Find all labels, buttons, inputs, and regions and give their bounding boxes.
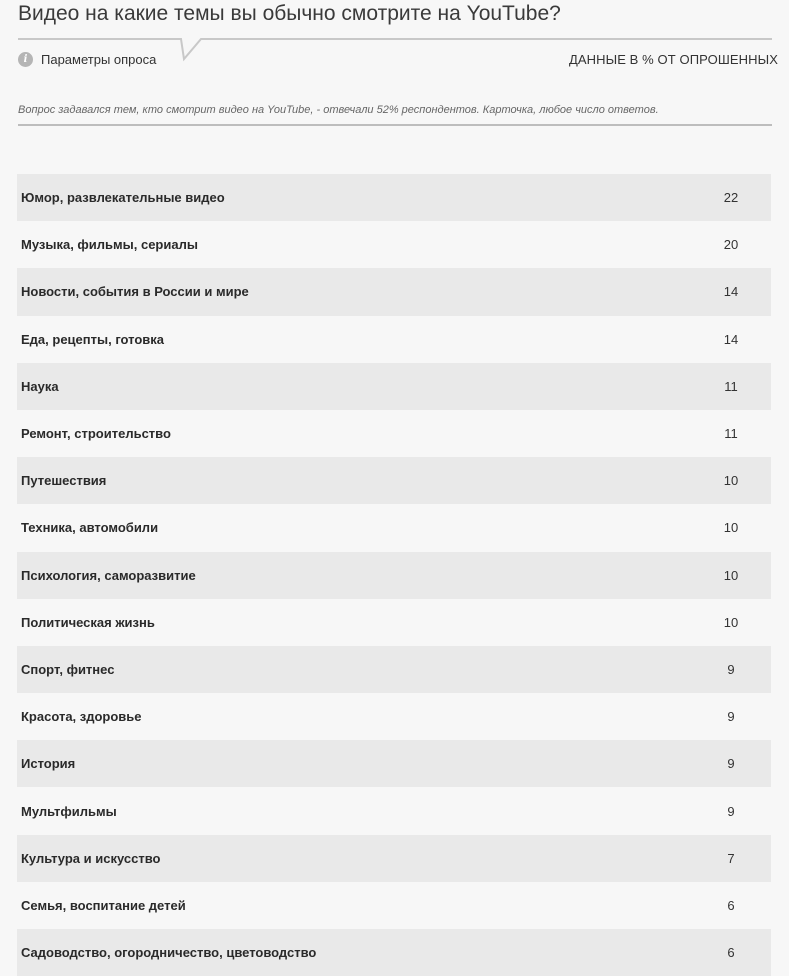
row-value: 9	[727, 803, 735, 819]
page-title: Видео на какие темы вы обычно смотрите на YouTube?	[18, 2, 561, 25]
table-row	[17, 457, 771, 504]
row-value: 11	[724, 426, 738, 442]
row-value: 6	[727, 897, 735, 913]
row-label: Еда, рецепты, готовка	[21, 331, 165, 347]
row-value: 20	[723, 237, 739, 253]
table-row	[17, 882, 771, 929]
table-row	[17, 268, 771, 315]
row-value: 14	[723, 284, 739, 300]
table-row	[17, 693, 771, 740]
row-value: 14	[723, 331, 739, 347]
row-value: 9	[727, 709, 735, 725]
results-table	[17, 174, 771, 976]
row-value: 9	[727, 661, 735, 677]
row-label: История	[21, 756, 76, 772]
row-value: 7	[727, 850, 735, 866]
table-row	[17, 929, 771, 976]
row-label: Новости, события в России и мире	[21, 284, 249, 300]
row-label: Политическая жизнь	[21, 614, 155, 630]
survey-params-toggle[interactable]	[18, 52, 156, 67]
note-divider	[18, 124, 772, 126]
table-row	[17, 316, 771, 363]
table-row	[17, 504, 771, 551]
table-row	[17, 787, 771, 834]
row-label: Наука	[21, 378, 59, 394]
survey-params-label: Параметры опроса	[41, 52, 157, 67]
row-value: 10	[723, 473, 739, 489]
info-icon: i	[18, 52, 33, 67]
row-label: Юмор, развлекательные видео	[21, 190, 225, 206]
table-row	[17, 835, 771, 882]
row-label: Ремонт, строительство	[21, 426, 171, 442]
row-label: Мультфильмы	[21, 803, 117, 819]
row-label: Садоводство, огородничество, цветоводство	[21, 945, 317, 961]
table-row	[17, 740, 771, 787]
row-value: 9	[727, 756, 735, 772]
row-value: 10	[723, 614, 739, 630]
row-label: Музыка, фильмы, сериалы	[21, 237, 198, 253]
table-row	[17, 599, 771, 646]
table-row	[17, 174, 771, 221]
table-row	[17, 221, 771, 268]
row-value: 6	[727, 945, 735, 961]
table-row	[17, 363, 771, 410]
row-value: 10	[723, 567, 739, 583]
table-row	[17, 410, 771, 457]
table-row	[17, 552, 771, 599]
row-value: 10	[723, 520, 739, 536]
units-label: ДАННЫЕ В % ОТ ОПРОШЕННЫХ	[568, 52, 778, 67]
row-label: Спорт, фитнес	[21, 661, 115, 677]
row-value: 11	[724, 378, 738, 394]
row-value: 22	[723, 190, 739, 206]
row-label: Семья, воспитание детей	[21, 897, 186, 913]
row-label: Культура и искусство	[21, 850, 161, 866]
survey-note: Вопрос задавался тем, кто смотрит видео на YouTube, - отвечали 52% респондентов. Карточка, любое число ответов.	[18, 104, 659, 116]
row-label: Красота, здоровье	[21, 709, 142, 725]
row-label: Путешествия	[21, 473, 107, 489]
table-row	[17, 646, 771, 693]
row-label: Психология, саморазвитие	[21, 567, 196, 583]
row-label: Техника, автомобили	[21, 520, 159, 536]
